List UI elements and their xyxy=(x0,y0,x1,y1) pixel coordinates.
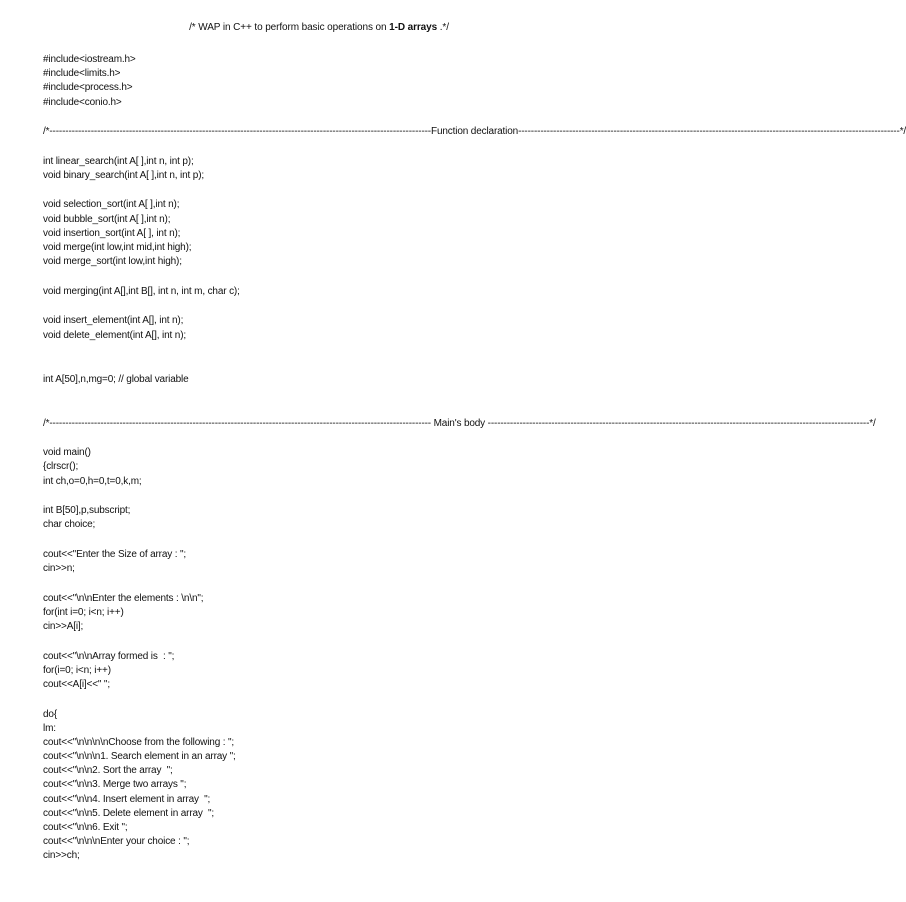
code-line: void merge_sort(int low,int high); xyxy=(43,256,182,268)
code-line: #include<process.h> xyxy=(43,82,133,94)
code-line: #include<iostream.h> xyxy=(43,54,136,65)
code-line: cin>>n; xyxy=(43,563,75,575)
code-line: for(int i=0; i<n; i++) xyxy=(43,606,124,618)
code-line: cin>>A[i]; xyxy=(43,620,84,632)
title-bold: 1-D arrays xyxy=(389,22,438,33)
title-suffix: .*/ xyxy=(437,22,449,33)
code-line: void binary_search(int A[ ],int n, int p); xyxy=(43,169,205,181)
code-line: cin>>ch; xyxy=(43,850,80,862)
code-line: int B[50],p,subscript; xyxy=(43,505,131,517)
code-line: lm: xyxy=(43,722,56,734)
code-line: {clrscr(); xyxy=(43,461,79,473)
code-line: char choice; xyxy=(43,519,96,531)
separator-dashes: ------------------------------------------------------------------------------------------------------------------------ xyxy=(49,126,431,138)
code-block xyxy=(43,53,906,864)
separator-start: /* xyxy=(43,417,50,429)
separator-end: */ xyxy=(899,126,906,138)
code-line: cout<<"\n\n6. Exit "; xyxy=(43,822,128,834)
code-line: void insertion_sort(int A[ ], int n); xyxy=(43,227,181,239)
code-line: void merging(int A[],int B[], int n, int m, char c); xyxy=(43,285,240,297)
document-title xyxy=(0,22,638,33)
code-line: void insert_element(int A[], int n); xyxy=(43,315,184,327)
code-line: cout<<A[i]<<" "; xyxy=(43,678,110,690)
code-line: cout<<"\n\n4. Insert element in array "; xyxy=(43,793,211,805)
separator-label: Function declaration xyxy=(431,126,519,138)
separator-end: */ xyxy=(869,417,876,429)
separator-dashes: ------------------------------------------------------------------------------------------------------------------------ xyxy=(49,417,431,429)
code-line: void delete_element(int A[], int n); xyxy=(43,329,187,341)
separator-start: /* xyxy=(43,126,50,138)
code-line: void selection_sort(int A[ ],int n); xyxy=(43,199,180,211)
code-line: for(i=0; i<n; i++) xyxy=(43,664,111,676)
separator-label: Main's body xyxy=(431,417,488,429)
code-line: cout<<"\n\n3. Merge two arrays "; xyxy=(43,779,187,791)
code-line: cout<<"\n\nEnter the elements : \n\n"; xyxy=(43,592,204,604)
code-line: cout<<"\n\n5. Delete element in array "; xyxy=(43,807,215,819)
separator-dashes: ------------------------------------------------------------------------------------------------------------------------ xyxy=(518,126,900,138)
code-line: cout<<"\n\n2. Sort the array "; xyxy=(43,765,173,777)
code-line: void merge(int low,int mid,int high); xyxy=(43,242,192,254)
code-line: int A[50],n,mg=0; // global variable xyxy=(43,373,189,385)
code-line: cout<<"\n\n\nEnter your choice : "; xyxy=(43,836,190,848)
code-line: cout<<"\n\nArray formed is : "; xyxy=(43,650,175,662)
title-prefix: /* WAP in C++ to perform basic operations on xyxy=(189,22,390,33)
code-line: cout<<"Enter the Size of array : "; xyxy=(43,548,187,560)
code-line: cout<<"\n\n\n\nChoose from the following : "; xyxy=(43,736,235,748)
function-declaration-separator xyxy=(43,125,906,139)
code-line: cout<<"\n\n\n1. Search element in an array "; xyxy=(43,751,236,763)
code-line: #include<limits.h> xyxy=(43,68,121,80)
code-line: #include<conio.h> xyxy=(43,96,122,108)
separator-dashes: ------------------------------------------------------------------------------------------------------------------------ xyxy=(487,417,870,429)
code-line: int linear_search(int A[ ],int n, int p); xyxy=(43,155,194,167)
code-line: int ch,o=0,h=0,t=0,k,m; xyxy=(43,475,142,487)
code-line: do{ xyxy=(43,708,58,720)
code-line: void main() xyxy=(43,447,91,459)
code-line: void bubble_sort(int A[ ],int n); xyxy=(43,213,171,225)
main-body-separator xyxy=(43,417,876,431)
